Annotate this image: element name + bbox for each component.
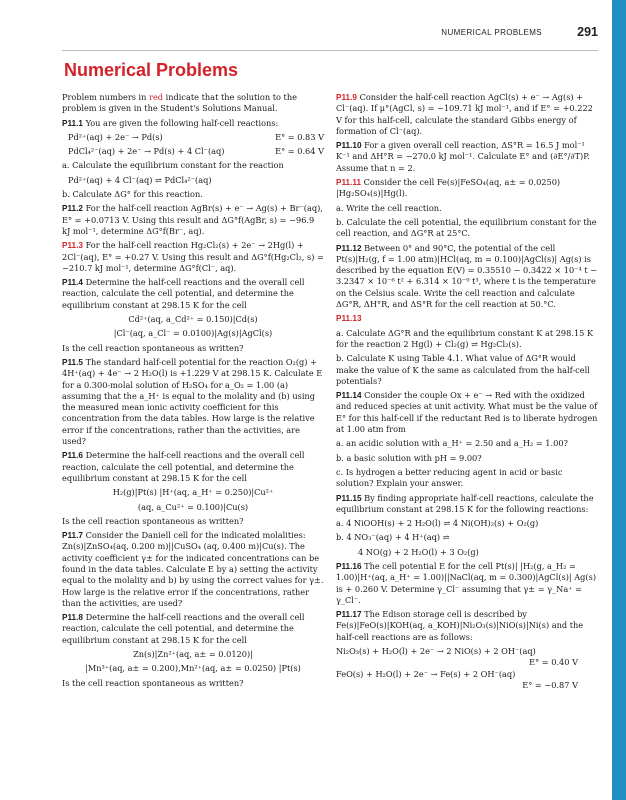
problem-label: P11.3 [62,241,83,251]
problem-label: P11.5 [62,357,83,367]
problem-11-11: P11.11 Consider the cell Fe(s)|FeSO₄(aq, a± = 0.0250) |Hg₂SO₄(s)|Hg(l). [336,177,561,199]
problem-label: P11.4 [62,278,83,288]
chapter-edge-tab [612,0,626,800]
problem-11-5: P11.5 The standard half-cell potential for the reaction O₂(g) + 4H⁺(aq) + 4e⁻ → 2 H₂O(l) is +1.229 V at 298.15 K. Calculate E for a 0.300-molal solution of H₂SO₄ for a_O₂ = 1.00 (a) assuming that the a_H⁺ is equal to the molality and (b) using the measured mean ionic activity coefficient for this concentration from the data tables. How large is the relative error if the concentrations, rather than the activities, are used? [62,356,323,447]
problem-label: P11.11 [336,178,362,188]
problem-11-6: P11.6 Determine the half-cell reactions and the overall cell reaction, calculate the cell potential, and determine the equilibrium constant at 298.15 K for the cell [62,450,305,483]
problem-label: P11.6 [62,451,83,461]
question: Is the cell reaction spontaneous as written? [62,677,244,688]
problem-label: P11.10 [336,141,362,151]
problem-part: b. 4 NO₃⁻(aq) + 4 H⁺(aq) ⇌ [336,532,450,543]
problem-11-9: P11.9 Consider the half-cell reaction AgCl(s) + e⁻ → Ag(s) + Cl⁻(aq). If μ°(AgCl, s) = −109.71 kJ mol⁻¹, and if E° = +0.222 V for this half-cell, calculate the standard Gibbs energy of formation of Cl⁻(aq). [336,92,593,136]
cell-notation: |Mn³⁺(aq, a± = 0.200),Mn²⁺(aq, a± = 0.0250) |Pt(s) [85,663,301,674]
equation-row: Pd²⁺(aq) + 4 Cl⁻(aq) ⇌ PdCl₄²⁻(aq) [68,174,212,185]
left-column [62,92,324,692]
problem-part: b. a basic solution with pH = 9.00? [336,452,482,463]
running-head: NUMERICAL PROBLEMS [441,28,542,37]
problem-part: a. Calculate the equilibrium constant for the reaction [62,160,284,171]
equation-potential: E° = −0.87 V [522,679,578,690]
problem-part: a. Write the cell reaction. [336,202,442,213]
equation-row: Ni₂O₃(s) + H₂O(l) + 2e⁻ → 2 NiO(s) + 2 OH⁻(aq) [336,646,536,657]
problem-11-17: P11.17 The Edison storage cell is described by Fe(s)|FeO(s)|KOH(aq, a_KOH)|Ni₂O₃(s)|NiO(s)|Ni(s) and the half-cell reactions are as follows: [336,609,584,642]
equation-row: PdCl₄²⁻(aq) + 2e⁻ → Pd(s) + 4 Cl⁻(aq) E° = 0.64 V [68,146,324,157]
problem-11-4: P11.4 Determine the half-cell reactions and the overall cell reaction, calculate the cell potential, and determine the equilibrium constant at 298.15 K for the cell [62,277,305,310]
problem-label: P11.13 [336,314,362,324]
running-header [0,25,626,44]
equation-potential: E° = 0.40 V [529,657,578,668]
problem-11-7: P11.7 Consider the Daniell cell for the indicated molalities: Zn(s)|ZnSO₄(aq, 0.200 m)||CuSO₄ (aq, 0.400 m)|Cu(s). The activity coefficient γ± for the indicated concentrations can be found in the data tables. Calculate E by a) setting the activity equal to the molality and b) by using the correct values for γ±. How large is the relative error if the concentrations, rather than the activities, are used? [62,530,324,608]
equation-row: FeO(s) + H₂O(l) + 2e⁻ → Fe(s) + 2 OH⁻(aq) [336,668,516,679]
problem-11-1: P11.1 You are given the following half-cell reactions: [62,117,279,128]
problem-label: P11.7 [62,531,83,541]
section-title: Numerical Problems [64,60,239,80]
problem-label: P11.14 [336,391,362,401]
problem-label: P11.2 [62,204,83,214]
cell-notation: H₂(g)|Pt(s) |H⁺(aq, a_H⁺ = 0.250)|Cu²⁺ [112,487,274,498]
problem-part: 4 NO(g) + 2 H₂O(l) + 3 O₂(g) [358,546,479,557]
problem-11-2: P11.2 For the half-cell reaction AgBr(s) + e⁻ → Ag(s) + Br⁻(aq), E° = +0.0713 V. Using this result and ΔG°f(AgBr, s) = −96.9 kJ mol⁻¹, determine ΔG°f(Br⁻, aq). [62,203,323,236]
problem-label: P11.16 [336,561,362,571]
intro-note: Problem numbers in red indicate that the solution to the problem is given in the Student's Solutions Manual. [62,92,297,114]
problem-part: b. Calculate K using Table 4.1. What value of ΔG°R would make the value of K the same as calculated from the half-cell potentials? [336,353,590,386]
problem-11-16: P11.16 The cell potential E for the cell Pt(s)| |H₂(g, a_H₂ = 1.00)|H⁺(aq, a_H⁺ = 1.00)||NaCl(aq, m = 0.300)|AgCl(s)| Ag(s) is + 0.260 V. Determine γ_Cl⁻ assuming that γ± = γ_Na⁺ = γ_Cl⁻. [336,560,597,605]
question: Is the cell reaction spontaneous as written? [62,342,244,353]
problem-11-14: P11.14 Consider the couple Ox + e⁻ → Red with the oxidized and reduced species at unit activity. What must be the value of E° for this half-cell if the reductant Red is to liberate hydrogen at 1.00 atm from [336,390,598,435]
header-rule [62,50,598,51]
equation-row: Pd²⁺(aq) + 2e⁻ → Pd(s) E° = 0.83 V [68,131,324,142]
page-number: 291 [577,25,598,39]
problem-label: P11.12 [336,243,362,253]
cell-notation: Zn(s)|Zn²⁺(aq, a± = 0.0120)| [133,649,253,660]
problem-label: P11.8 [62,613,83,623]
problem-label: P11.1 [62,118,83,128]
problem-11-8: P11.8 Determine the half-cell reactions and the overall cell reaction, calculate the cell potential, and determine the equilibrium constant at 298.15 K for the cell [62,612,305,645]
cell-notation: Cd²⁺(aq, a_Cd²⁺ = 0.150)|Cd(s) [128,314,258,325]
problem-part: c. Is hydrogen a better reducing agent in acid or basic solution? Explain your answer. [336,466,563,489]
problem-11-13 [336,313,598,324]
problem-11-3: P11.3 For the half-cell reaction Hg₂Cl₂(s) + 2e⁻ → 2Hg(l) + 2Cl⁻(aq), E° = +0.27 V. Using this result and ΔG°f(Hg₂Cl₂, s) = −210.7 kJ mol⁻¹, determine ΔG°f(Cl⁻, aq). [62,240,324,273]
cell-notation: |Cl⁻(aq, a_Cl⁻ = 0.0100)|Ag(s)|AgCl(s) [113,328,273,339]
right-column [336,92,598,691]
problem-11-15: P11.15 By finding appropriate half-cell reactions, calculate the equilibrium constant at 298.15 K for the following reactions: [336,492,594,514]
problem-label: P11.15 [336,493,362,503]
problem-11-12: P11.12 Between 0° and 90°C, the potential of the cell Pt(s)|H₂(g, f = 1.00 atm)|HCl(aq, m = 0.100)|AgCl(s)| Ag(s) is described by the equation E(V) = 0.35510 − 0.3422 × 10⁻⁴ t − 3.2347 × 10⁻⁶ t² + 6.314 × 10⁻⁹ t³, where t is the temperature on the Celsius scale. Write the cell reaction and calculate ΔG°R, ΔH°R, and ΔS°R for the cell reaction at 50.°C. [336,242,598,310]
problem-11-10: P11.10 For a given overall cell reaction, ΔS°R = 16.5 J mol⁻¹ K⁻¹ and ΔH°R = −270.0 kJ mol⁻¹. Calculate E° and (∂E°/∂T)P. Assume that n = 2. [336,140,590,173]
problem-part: a. 4 NiOOH(s) + 2 H₂O(l) ⇌ 4 Ni(OH)₂(s) + O₂(g) [336,518,539,529]
cell-notation: (aq, a_Cu²⁺ = 0.100)|Cu(s) [137,501,249,512]
red-word: red [149,92,164,102]
problem-part: a. Calculate ΔG°R and the equilibrium constant K at 298.15 K for the reaction 2 Hg(l) + Cl₂(g) ⇌ Hg₂Cl₂(s). [336,327,594,349]
problem-part: a. an acidic solution with a_H⁺ = 2.50 and a_H₂ = 1.00? [336,438,568,449]
problem-label: P11.9 [336,93,357,102]
problem-part: b. Calculate ΔG° for this reaction. [62,189,203,200]
question: Is the cell reaction spontaneous as written? [62,515,244,526]
problem-label: P11.17 [336,610,362,620]
problem-part: b. Calculate the cell potential, the equilibrium constant for the cell reaction, and ΔG°R at 25°C. [336,216,597,239]
